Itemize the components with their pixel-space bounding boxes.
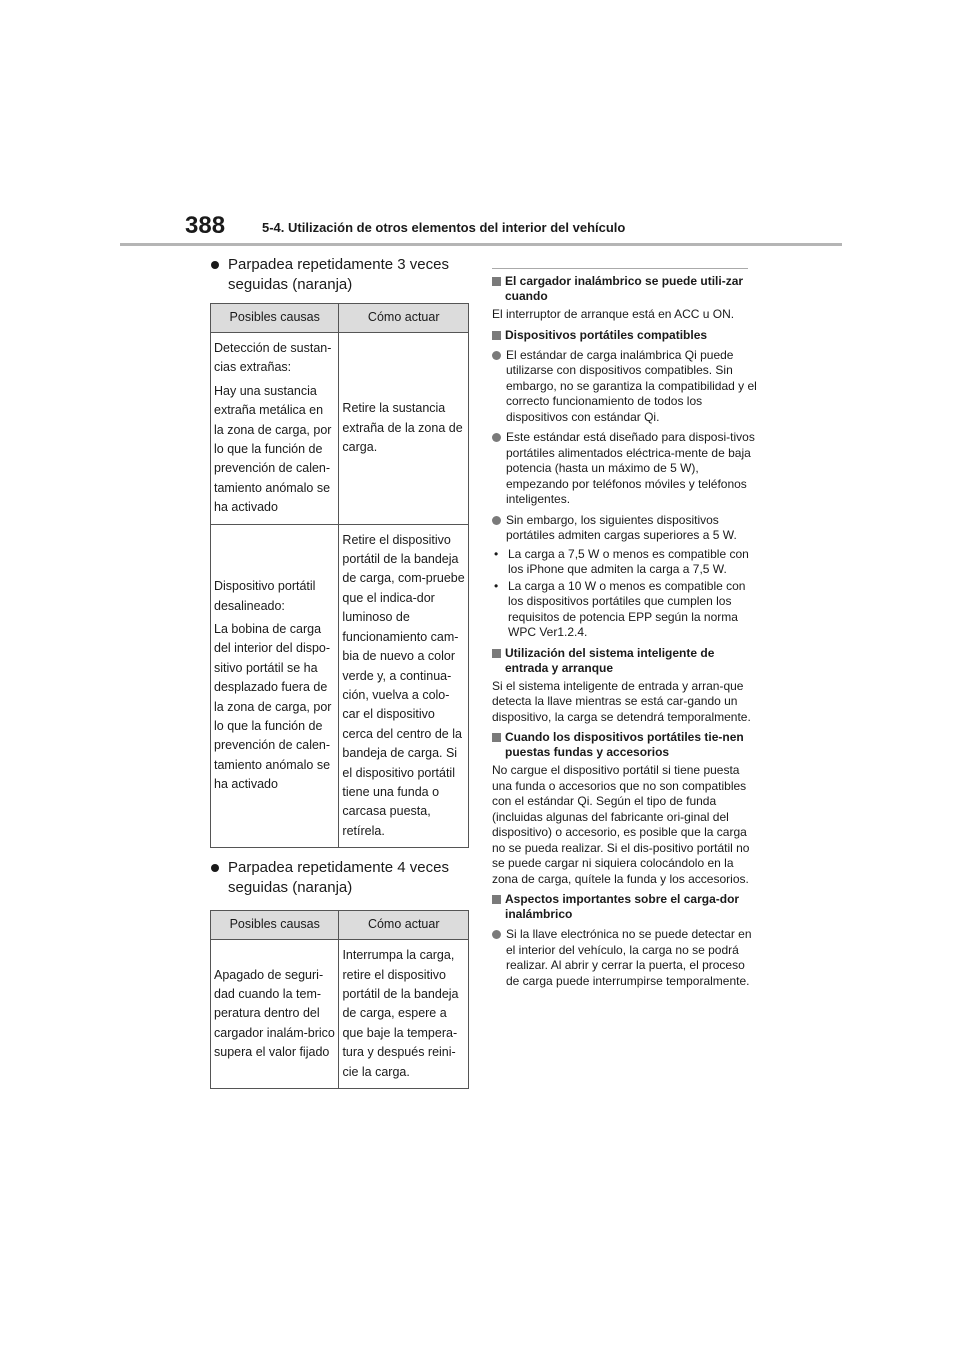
sub-list-item xyxy=(492,547,758,578)
cause-text: Detección de sustan-cias extrañas: xyxy=(214,341,332,375)
table-row xyxy=(211,333,469,525)
list-item-text: Sin embargo, los siguientes dispositivos portátiles admiten cargas superiores a 5 W. xyxy=(506,512,737,542)
table-header-row xyxy=(211,911,469,940)
action-cell: Retire el dispositivo portátil de la bandeja de carga, com-pruebe que el indica-dor luminoso de funcionamiento cam-bia de nuevo a color verde y, a continua-ción, vuelva a colo-car el dispositivo cerca del centro de la bandeja de carga. Si el dispositivo portátil tiene una funda o carcasa puesta, retírela. xyxy=(339,524,469,848)
section-heading-text: Dispositivos portátiles compatibles xyxy=(505,327,708,342)
square-marker-icon xyxy=(492,331,501,340)
section-title: 5-4. Utilización de otros elementos del interior del vehículo xyxy=(262,220,626,235)
list-item-text: Este estándar está diseñado para disposi-tivos portátiles alimentados eléctrica-mente de baja potencia (hasta un máximo de 5 W), empezando por teléfonos móviles y teléfonos inteligentes. xyxy=(506,430,755,506)
section-heading-text: Aspectos importantes sobre el carga-dor inalámbrico xyxy=(505,892,740,921)
table-header-row xyxy=(211,304,469,333)
section-heading xyxy=(492,328,758,343)
list-item-text: El estándar de carga inalámbrica Qi puede utilizarse con dispositivos compatibles. Sin embargo, no se garantiza la compatibilidad y el correcto funcionamiento de todos los dispositivos con estándar Qi. xyxy=(506,347,757,424)
list-item xyxy=(492,348,758,426)
sub-list-item-text: La carga a 7,5 W o menos es compatible con los iPhone que admiten la carga a 7,5 W. xyxy=(508,546,749,576)
list-item xyxy=(492,927,758,989)
table-row xyxy=(211,940,469,1089)
square-marker-icon xyxy=(492,733,501,742)
section-heading xyxy=(492,730,758,760)
section-paragraph: No cargue el dispositivo portátil si tiene puesta una funda o accesorios que no son compatibles con el estándar Qi. Según el tipo de funda (incluidas algunas del fabricante ori-ginal del dispositivo) o accesorio, es posible que la carga no se pueda realizar. Si el dis-positivo portátil no se puede cargar ni siquiera colocándolo en la zona de carga, quítele la funda y los accesorios. xyxy=(492,763,750,886)
circle-bullet-icon xyxy=(492,516,501,525)
page-number: 388 xyxy=(185,212,226,239)
cause-text: Apagado de seguri-dad cuando la tem-peratura dentro del cargador inalám-brico supera el valor fijado xyxy=(214,967,335,1060)
square-marker-icon xyxy=(492,649,501,658)
list-item-text: Si la llave electrónica no se puede detectar en el interior del vehículo, la carga no se podrá realizar. Al abrir y cerrar la puerta, el proceso de carga puede interrumpirse temporalmente. xyxy=(506,927,752,988)
col-header-action: Cómo actuar xyxy=(339,304,469,333)
bullet-title-text: Parpadea repetidamente 4 veces seguidas (naranja) xyxy=(228,859,449,897)
list-item xyxy=(492,430,758,508)
list-item xyxy=(492,513,758,544)
circle-bullet-icon xyxy=(492,433,501,442)
section-heading-text: El cargador inalámbrico se puede utili-zar cuando xyxy=(505,274,744,303)
section-heading xyxy=(492,646,758,676)
circle-bullet-icon xyxy=(492,351,501,360)
section-paragraph: El interruptor de arranque está en ACC u ON. xyxy=(492,307,735,321)
cause-cell xyxy=(211,524,339,848)
sub-bullet-icon: • xyxy=(494,578,499,593)
section-heading xyxy=(492,892,758,922)
sub-list-item xyxy=(492,579,758,641)
bullet-title-3-blinks xyxy=(210,255,470,295)
square-marker-icon xyxy=(492,277,501,286)
section-heading-text: Utilización del sistema inteligente de entrada y arranque xyxy=(505,645,715,675)
section-heading-text: Cuando los dispositivos portátiles tie-nen puestas fundas y accesorios xyxy=(505,730,744,759)
col-header-causes: Posibles causas xyxy=(211,911,339,940)
action-cell: Interrumpa la carga, retire el dispositivo portátil de la bandeja de carga, espere a que baje la tempera-tura y después reini-cie la carga. xyxy=(339,940,469,1089)
right-column xyxy=(492,268,758,992)
section-paragraph: Si el sistema inteligente de entrada y arran-que detecta la llave mientras se está car-gando un dispositivo, la carga se detendrá temporalmente. xyxy=(492,678,751,724)
causes-table-4-blinks xyxy=(210,910,469,1089)
column-top-rule xyxy=(492,268,748,269)
header-rule xyxy=(120,243,842,246)
bullet-title-4-blinks xyxy=(210,858,470,898)
bullet-dot-icon xyxy=(211,864,219,872)
cause-text: La bobina de carga del interior del dispo-sitivo portátil se ha desplazado fuera de la zona de carga, por lo que la función de prevención de calen-tamiento anómalo se ha activado xyxy=(214,621,332,792)
bullet-dot-icon xyxy=(211,261,219,269)
sub-list-item-text: La carga a 10 W o menos es compatible con los dispositivos portátiles que cumplen los requisitos de potencia EPP según la norma WPC Ver1.2.4. xyxy=(508,578,746,639)
cause-text: Dispositivo portátil desalineado: xyxy=(214,579,316,613)
table-row xyxy=(211,524,469,848)
causes-table-3-blinks xyxy=(210,303,469,848)
cause-cell xyxy=(211,333,339,525)
sub-bullet-icon: • xyxy=(494,546,499,561)
bullet-title-text: Parpadea repetidamente 3 veces seguidas (naranja) xyxy=(228,256,449,293)
col-header-causes: Posibles causas xyxy=(211,304,339,333)
left-column xyxy=(210,255,470,1089)
section-heading xyxy=(492,274,758,304)
circle-bullet-icon xyxy=(492,930,501,939)
square-marker-icon xyxy=(492,895,501,904)
action-cell: Retire la sustancia extraña de la zona de carga. xyxy=(339,333,469,525)
cause-text: Hay una sustancia extraña metálica en la zona de carga, por lo que la función de prevención de calen-tamiento anómalo se ha activado xyxy=(214,383,332,515)
col-header-action: Cómo actuar xyxy=(339,911,469,940)
cause-cell xyxy=(211,940,339,1089)
